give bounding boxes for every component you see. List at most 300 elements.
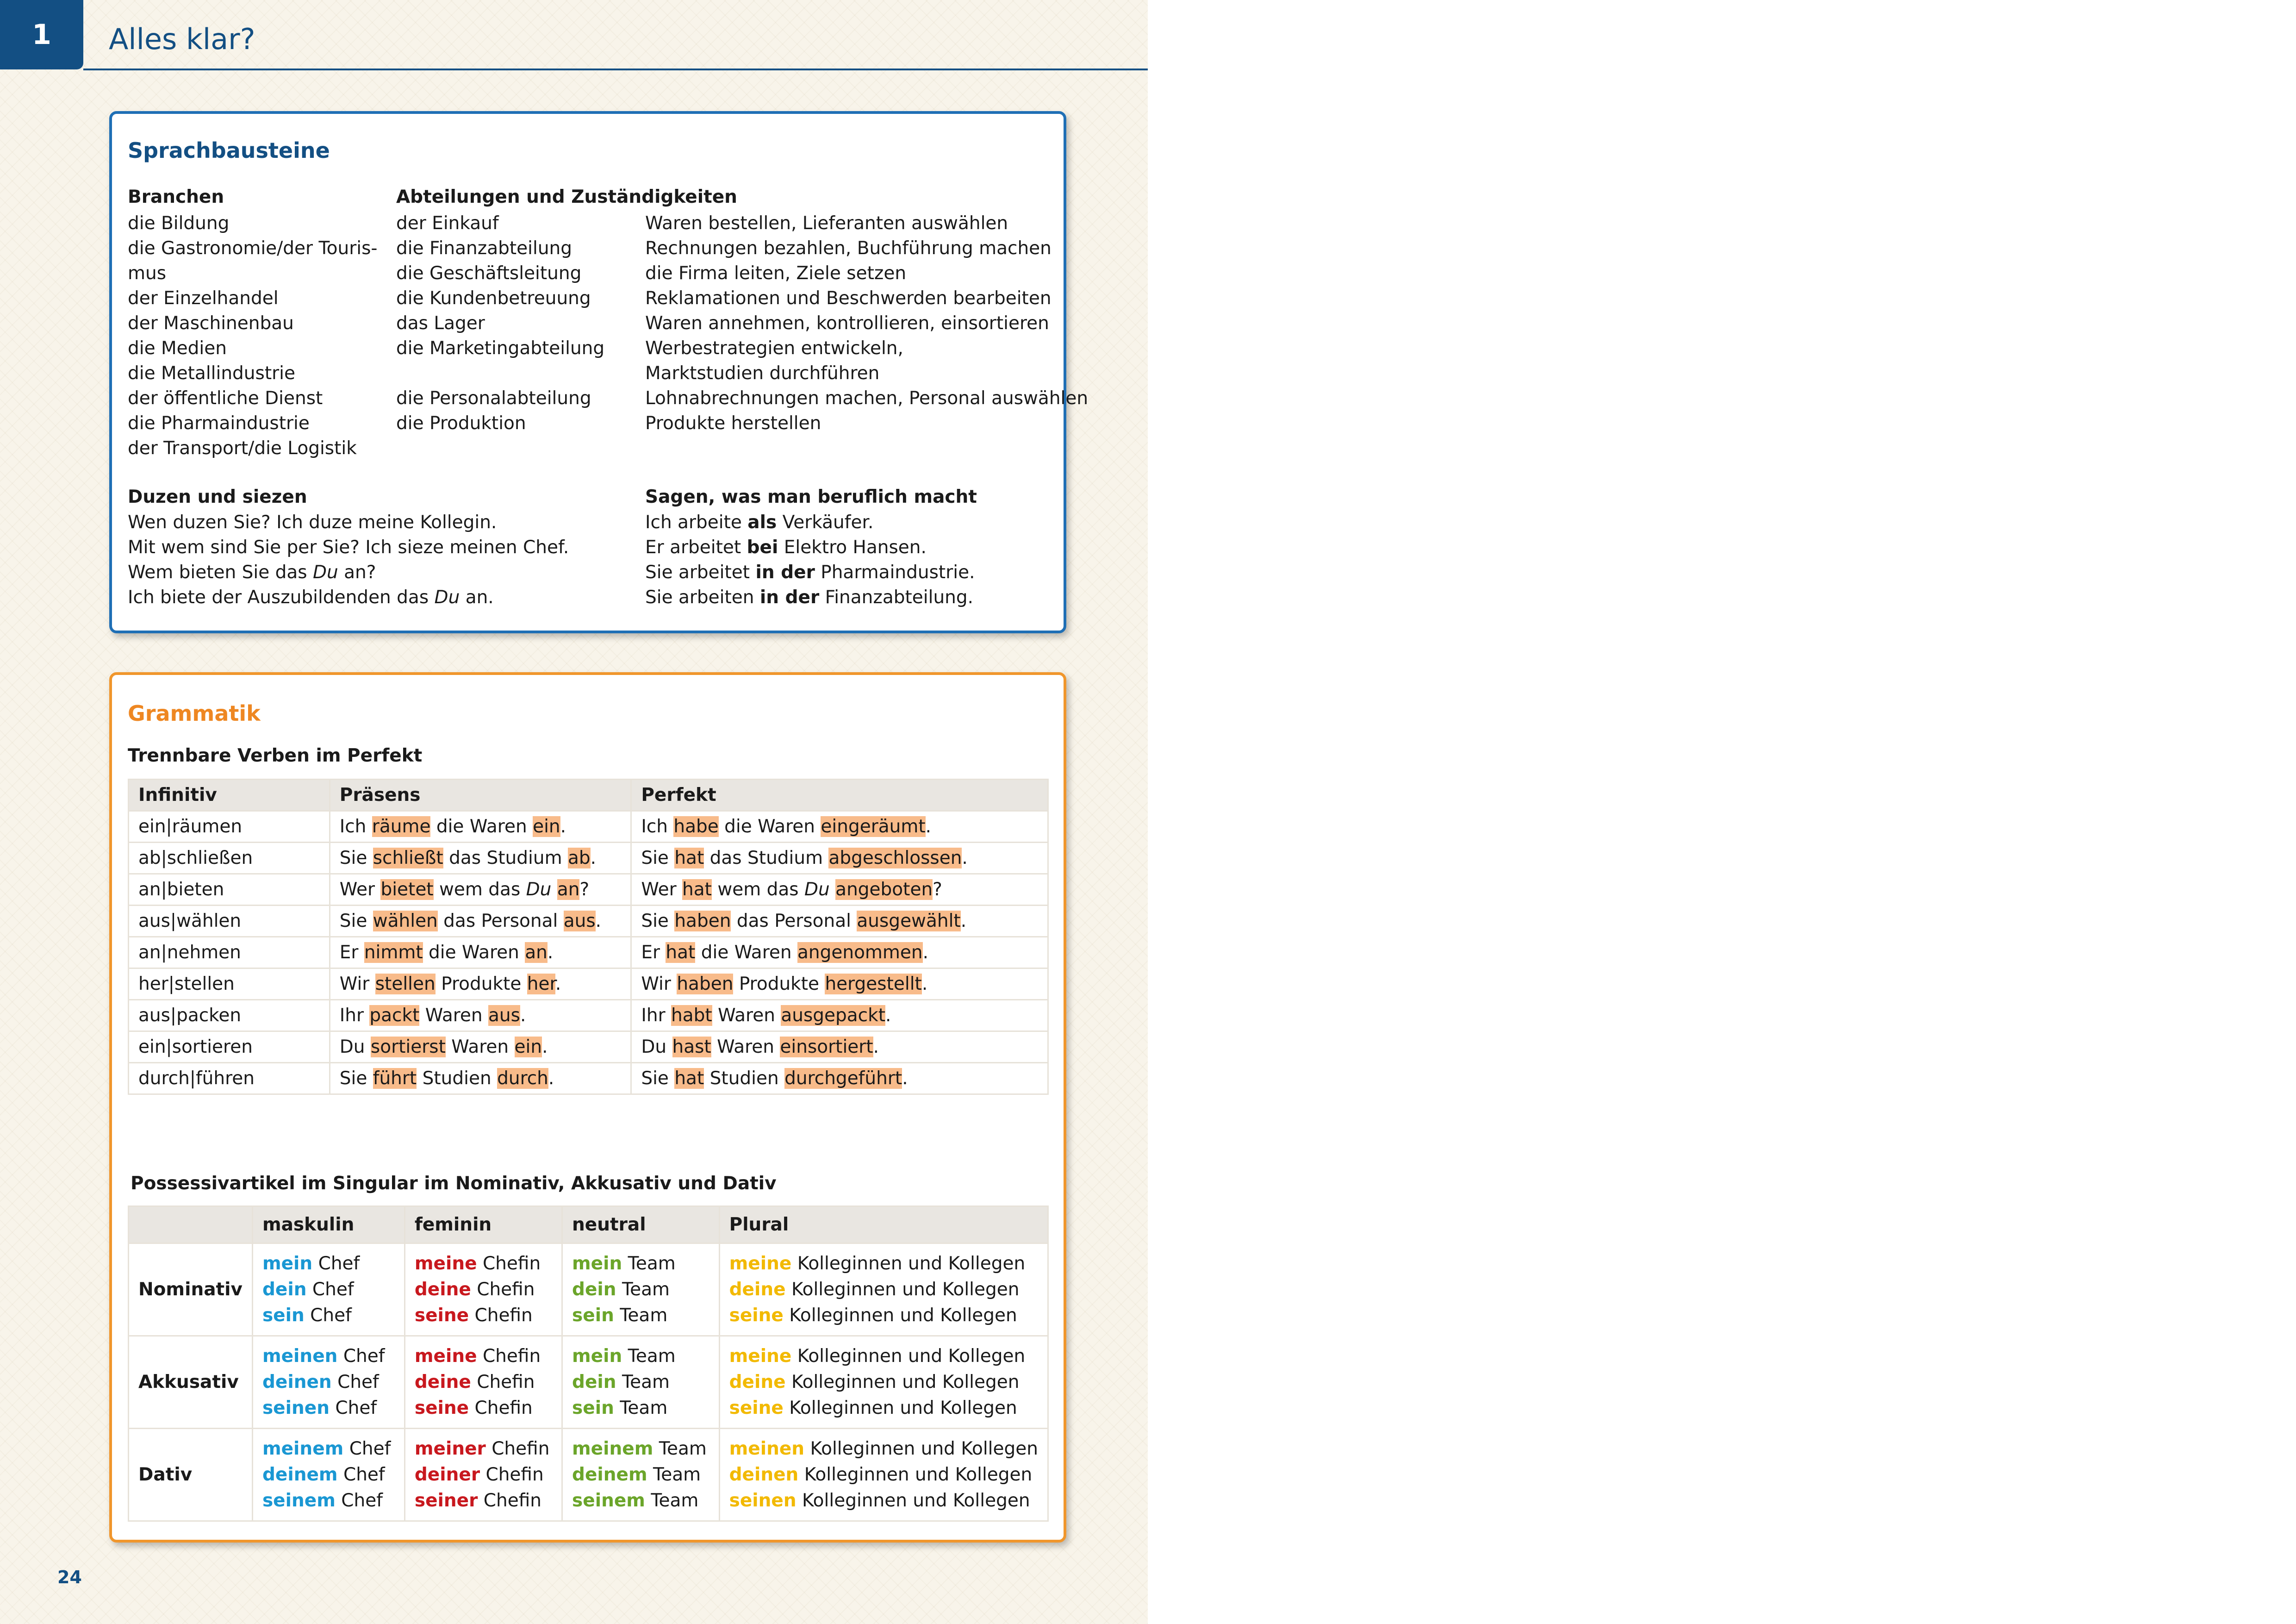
sentence-part: Wer: [339, 879, 381, 900]
sentence-part: Wir: [641, 974, 677, 994]
possessive-line: [262, 1395, 395, 1421]
beruf-line: Sie arbeitet in der Pharmaindustrie.: [645, 562, 975, 583]
praesens-cell: [330, 1031, 631, 1063]
possessive-cell: [252, 1336, 404, 1429]
duzen-heading: Duzen und siezen: [128, 487, 307, 507]
verb-part-highlight: an: [525, 942, 548, 963]
possessive-article: meinen: [262, 1345, 338, 1367]
verb-part-highlight: ein: [533, 816, 560, 837]
text-line: die Firma leiten, Ziele setzen: [645, 263, 907, 284]
sentence-part: .: [960, 911, 967, 931]
text-line: die Marketingabteilung: [396, 338, 605, 359]
noun: Team: [622, 1279, 670, 1300]
noun: Chefin: [483, 1490, 541, 1511]
page-number: 24: [57, 1567, 82, 1587]
sentence-part: wem das: [711, 879, 805, 900]
text-line: Lohnabrechnungen machen, Personal auswählen: [645, 388, 1089, 409]
praesens-cell: [330, 937, 631, 968]
possessive-article: meine: [414, 1253, 477, 1274]
infinitive-cell: ein|räumen: [129, 811, 330, 843]
sentence-part: die Waren: [423, 942, 525, 963]
table-row: [129, 1031, 1048, 1063]
possessive-article: dein: [572, 1279, 616, 1300]
noun: Team: [622, 1371, 670, 1393]
sentence-part: Du: [339, 1037, 371, 1057]
noun: Chefin: [474, 1305, 533, 1326]
column-header: [129, 1206, 253, 1243]
possessive-article: sein: [262, 1305, 305, 1326]
infinitive-cell: aus|packen: [129, 1000, 330, 1031]
noun: Kolleginnen und Kollegen: [810, 1438, 1038, 1459]
possessive-line: [572, 1462, 709, 1488]
possessive-article: deinem: [262, 1464, 338, 1485]
grammatik-title: Grammatik: [128, 701, 261, 726]
verb-part-highlight: aus: [563, 911, 596, 931]
table-row: [129, 1000, 1048, 1031]
possessive-article: sein: [572, 1305, 614, 1326]
noun: Chef: [337, 1371, 379, 1393]
text-line: die Pharmaindustrie: [128, 413, 310, 434]
possessive-article: seine: [729, 1305, 784, 1326]
possessive-article: seinem: [572, 1490, 645, 1511]
possessive-line: [262, 1462, 395, 1488]
table-row: [129, 811, 1048, 843]
sentence-part: .: [885, 1005, 891, 1026]
possessive-cell: [562, 1243, 720, 1336]
praesens-cell: [330, 1063, 631, 1094]
sentence-part: Wer: [641, 879, 683, 900]
text-line: der öffentliche Dienst: [128, 388, 323, 409]
case-label: Akkusativ: [129, 1336, 253, 1429]
possessive-line: [729, 1395, 1038, 1421]
sentence-part: Waren: [445, 1037, 515, 1057]
case-label: Nominativ: [129, 1243, 253, 1336]
text-line: Marktstudien durchführen: [645, 363, 880, 384]
verb-part-highlight: her: [527, 974, 555, 994]
verb-part-highlight: an: [557, 879, 580, 900]
sentence-part: Studien: [417, 1068, 498, 1089]
text-line: der Maschinenbau: [128, 313, 294, 334]
verb-part-highlight: hat: [666, 942, 696, 963]
verb-part-highlight: durch: [497, 1068, 548, 1089]
verb-part-highlight: hast: [672, 1037, 711, 1057]
noun: Chef: [312, 1279, 354, 1300]
sentence-part: .: [548, 1068, 554, 1089]
sentence-part: Produkte: [733, 974, 825, 994]
beruf-section: [645, 484, 977, 610]
infinitive-cell: ab|schließen: [129, 843, 330, 874]
possessive-article: meinem: [572, 1438, 653, 1459]
possessive-article: meiner: [414, 1438, 486, 1459]
noun: Kolleginnen und Kollegen: [789, 1305, 1017, 1326]
perfekt-cell: [631, 1000, 1048, 1031]
grammatik-box: [109, 672, 1066, 1543]
possessive-line: [572, 1251, 709, 1277]
possessive-article: seiner: [414, 1490, 478, 1511]
column-header: maskulin: [252, 1206, 404, 1243]
perfekt-cell: [631, 968, 1048, 1000]
chapter-title: Alles klar?: [109, 22, 255, 56]
possessive-article: meinem: [262, 1438, 344, 1459]
duzen-line: Wem bieten Sie das Du an?: [128, 562, 376, 583]
possessive-line: [415, 1369, 552, 1395]
duzen-line: Wen duzen Sie? Ich duze meine Kollegin.: [128, 512, 497, 533]
possessive-article: seinen: [729, 1490, 796, 1511]
possessive-line: [572, 1488, 709, 1514]
perfekt-cell: [631, 937, 1048, 968]
table-row: [129, 968, 1048, 1000]
possessive-line: [729, 1369, 1038, 1395]
sentence-part: Sie: [339, 911, 373, 931]
verb-part-highlight: packt: [369, 1005, 420, 1026]
table-row: [129, 874, 1048, 906]
possessive-article: deine: [729, 1279, 786, 1300]
sentence-part: Ihr: [641, 1005, 671, 1026]
possessive-article: sein: [572, 1397, 614, 1418]
possessive-line: [262, 1277, 395, 1303]
noun: Team: [653, 1464, 701, 1485]
possessive-cell: [719, 1336, 1048, 1429]
praesens-cell: [330, 811, 631, 843]
sentence-part: .: [962, 848, 968, 868]
possessive-line: [729, 1277, 1038, 1303]
sentence-part: die Waren: [718, 816, 821, 837]
noun: Team: [628, 1253, 676, 1274]
text-line: die Metallindustrie: [128, 363, 295, 384]
possessive-line: [572, 1369, 709, 1395]
possessive-line: [572, 1343, 709, 1369]
duzen-line: Ich biete der Auszubildenden das Du an.: [128, 587, 494, 608]
possessive-line: [415, 1251, 552, 1277]
possessive-article: deinem: [572, 1464, 647, 1485]
possessive-cell: [719, 1429, 1048, 1521]
verb-part-highlight: wählen: [373, 911, 438, 931]
sentence-part: Ich: [641, 816, 674, 837]
verb-part-highlight: schließt: [373, 848, 443, 868]
verb-part-highlight: ausgewählt: [857, 911, 961, 931]
sentence-part: Sie: [339, 848, 373, 868]
possessive-line: [262, 1343, 395, 1369]
sentence-part: Du: [641, 1037, 672, 1057]
noun: Chef: [343, 1345, 385, 1367]
infinitive-cell: durch|führen: [129, 1063, 330, 1094]
infinitive-cell: her|stellen: [129, 968, 330, 1000]
table-header-row: [129, 1206, 1048, 1243]
text-line: der Transport/die Logistik: [128, 438, 357, 459]
separable-verbs-table: [128, 779, 1049, 1095]
possessive-line: [729, 1462, 1038, 1488]
verb-part-highlight: bietet: [380, 879, 434, 900]
sentence-part: .: [922, 942, 929, 963]
verb-part-highlight: räume: [372, 816, 431, 837]
possessive-line: [262, 1303, 395, 1329]
sentence-part: Ich: [339, 816, 372, 837]
possessive-cell: [562, 1429, 720, 1521]
text-line: mus: [128, 263, 167, 284]
sentence-part: das Personal: [731, 911, 857, 931]
noun: Chefin: [492, 1438, 550, 1459]
possessive-line: [262, 1251, 395, 1277]
text-line: die Personalabteilung: [396, 388, 591, 409]
possessive-line: [572, 1436, 709, 1462]
praesens-cell: [330, 843, 631, 874]
zustaendigkeiten-column: [645, 211, 1088, 436]
noun: Kolleginnen und Kollegen: [804, 1464, 1033, 1485]
sentence-part: die Waren: [430, 816, 533, 837]
possessive-article: deinen: [729, 1464, 799, 1485]
text-line: Waren annehmen, kontrollieren, einsortieren: [645, 313, 1049, 334]
verbs-table-title: Trennbare Verben im Perfekt: [128, 745, 423, 766]
table-row: [129, 1063, 1048, 1094]
verb-part-highlight: habt: [671, 1005, 712, 1026]
possessive-article: deine: [414, 1279, 471, 1300]
table-header-row: [129, 780, 1048, 811]
text-line: die Kundenbetreuung: [396, 288, 591, 309]
column-header: feminin: [404, 1206, 562, 1243]
possessive-cell: [404, 1429, 562, 1521]
possessive-article: mein: [572, 1253, 622, 1274]
column-header: Plural: [719, 1206, 1048, 1243]
sentence-part: Waren: [712, 1005, 781, 1026]
noun: Chefin: [477, 1279, 535, 1300]
zustaendigkeiten-list: [645, 211, 1088, 436]
duzen-line: Mit wem sind Sie per Sie? Ich sieze meinen Chef.: [128, 537, 569, 558]
verb-part-highlight: hat: [674, 848, 704, 868]
possessive-article: seine: [414, 1305, 469, 1326]
sentence-part: Wir: [339, 974, 375, 994]
verb-part-highlight: sortierst: [370, 1037, 446, 1057]
sentence-part: .: [590, 848, 597, 868]
sentence-part: ?: [933, 879, 942, 900]
possessive-cell: [562, 1336, 720, 1429]
beruf-heading: Sagen, was man beruflich macht: [645, 487, 977, 507]
possessive-cell: [404, 1336, 562, 1429]
sprachbausteine-box: [109, 111, 1089, 633]
table-row: [129, 937, 1048, 968]
sentence-part: .: [921, 974, 928, 994]
infinitive-cell: aus|wählen: [129, 906, 330, 937]
text-line: Produkte herstellen: [645, 413, 821, 434]
verb-part-highlight: ab: [567, 848, 591, 868]
perfekt-cell: [631, 1031, 1048, 1063]
noun: Chefin: [477, 1371, 535, 1393]
sentence-part: Du: [804, 879, 830, 900]
noun: Chef: [343, 1464, 385, 1485]
possessive-article: deinen: [262, 1371, 332, 1393]
possessive-line: [262, 1488, 395, 1514]
noun: Kolleginnen und Kollegen: [797, 1253, 1026, 1274]
sentence-part: ?: [579, 879, 590, 900]
sentence-part: Sie: [641, 848, 675, 868]
possessive-line: [572, 1395, 709, 1421]
possessive-article: mein: [262, 1253, 313, 1274]
verb-part-highlight: durchgeführt: [784, 1068, 902, 1089]
possessive-line: [729, 1303, 1038, 1329]
possessive-line: [415, 1462, 552, 1488]
sentence-part: [830, 879, 835, 900]
possessive-article: deine: [729, 1371, 786, 1393]
verb-part-highlight: abgeschlossen: [828, 848, 962, 868]
sentence-part: .: [547, 942, 554, 963]
column-header: neutral: [562, 1206, 720, 1243]
noun: Chef: [349, 1438, 391, 1459]
possessive-line: [262, 1436, 395, 1462]
duzen-lines: [128, 510, 569, 610]
table-row: [129, 1243, 1048, 1336]
verb-part-highlight: hergestellt: [825, 974, 922, 994]
chapter-number-tab: 1: [0, 0, 83, 69]
verb-part-highlight: nimmt: [364, 942, 423, 963]
branchen-heading: Branchen: [128, 187, 224, 207]
verb-part-highlight: einsortiert: [780, 1037, 873, 1057]
noun: Chefin: [485, 1464, 544, 1485]
sentence-part: Er: [641, 942, 666, 963]
beruf-lines: [645, 510, 977, 610]
table-row: [129, 1429, 1048, 1521]
sentence-part: .: [902, 1068, 908, 1089]
noun: Kolleginnen und Kollegen: [791, 1371, 1020, 1393]
verb-part-highlight: hat: [674, 1068, 704, 1089]
duzen-section: [128, 484, 569, 610]
text-line: die Bildung: [128, 213, 230, 234]
possessive-line: [729, 1436, 1038, 1462]
possessive-article: meinen: [729, 1438, 805, 1459]
possessive-article: seine: [414, 1397, 469, 1418]
perfekt-cell: [631, 874, 1048, 906]
possessive-line: [415, 1343, 552, 1369]
sentence-part: .: [925, 816, 932, 837]
possessive-line: [729, 1343, 1038, 1369]
perfekt-cell: [631, 843, 1048, 874]
column-header: Präsens: [330, 780, 631, 811]
possessive-cell: [404, 1243, 562, 1336]
noun: Chefin: [482, 1253, 541, 1274]
verb-part-highlight: stellen: [375, 974, 436, 994]
sentence-part: .: [873, 1037, 879, 1057]
verb-part-highlight: angeboten: [835, 879, 933, 900]
possessive-article: seinen: [262, 1397, 330, 1418]
sentence-part: .: [595, 911, 602, 931]
possessive-line: [572, 1303, 709, 1329]
sentence-part: Ihr: [339, 1005, 370, 1026]
noun: Chef: [310, 1305, 352, 1326]
praesens-cell: [330, 968, 631, 1000]
verb-part-highlight: ein: [514, 1037, 542, 1057]
text-line: die Geschäftsleitung: [396, 263, 582, 284]
possessive-article: deine: [414, 1371, 471, 1393]
text-line: die Medien: [128, 338, 227, 359]
perfekt-cell: [631, 1063, 1048, 1094]
verb-part-highlight: angenommen: [797, 942, 923, 963]
noun: Kolleginnen und Kollegen: [789, 1397, 1017, 1418]
text-line: das Lager: [396, 313, 485, 334]
noun: Kolleginnen und Kollegen: [791, 1279, 1020, 1300]
branchen-list: [128, 211, 378, 461]
perfekt-cell: [631, 811, 1048, 843]
noun: Kolleginnen und Kollegen: [802, 1490, 1030, 1511]
table-row: [129, 843, 1048, 874]
possessive-article: seine: [729, 1397, 784, 1418]
possessive-cell: [719, 1243, 1048, 1336]
text-line: der Einzelhandel: [128, 288, 279, 309]
noun: Team: [659, 1438, 707, 1459]
praesens-cell: [330, 1000, 631, 1031]
possessive-article: meine: [729, 1345, 792, 1367]
sentence-part: Waren: [711, 1037, 780, 1057]
possessive-cell: [252, 1243, 404, 1336]
sentence-part: .: [560, 816, 566, 837]
case-label: Dativ: [129, 1429, 253, 1521]
possessive-article: seinem: [262, 1490, 336, 1511]
noun: Chefin: [482, 1345, 541, 1367]
text-line: Rechnungen bezahlen, Buchführung machen: [645, 238, 1052, 259]
sentence-part: wem das: [433, 879, 526, 900]
sentence-part: .: [542, 1037, 548, 1057]
text-line: Reklamationen und Beschwerden bearbeiten: [645, 288, 1052, 309]
sentence-part: Sie: [641, 1068, 675, 1089]
verb-part-highlight: eingeräumt: [821, 816, 926, 837]
possessive-article: mein: [572, 1345, 622, 1367]
verb-part-highlight: führt: [373, 1068, 417, 1089]
abteilungen-heading: Abteilungen und Zuständigkeiten: [396, 187, 737, 207]
sentence-part: Sie: [339, 1068, 373, 1089]
text-line: die Gastronomie/der Touris-: [128, 238, 378, 259]
possessive-article: meine: [729, 1253, 792, 1274]
possessive-table-title: Possessivartikel im Singular im Nominativ, Akkusativ und Dativ: [131, 1173, 777, 1194]
infinitive-cell: ein|sortieren: [129, 1031, 330, 1063]
possessive-article: meine: [414, 1345, 477, 1367]
perfekt-cell: [631, 906, 1048, 937]
possessive-line: [262, 1369, 395, 1395]
noun: Team: [628, 1345, 676, 1367]
beruf-line: Sie arbeiten in der Finanzabteilung.: [645, 587, 974, 608]
text-line: Waren bestellen, Lieferanten auswählen: [645, 213, 1008, 234]
possessive-line: [729, 1251, 1038, 1277]
praesens-cell: [330, 874, 631, 906]
verb-part-highlight: ausgepackt: [781, 1005, 885, 1026]
verb-part-highlight: habe: [673, 816, 719, 837]
sentence-part: Studien: [704, 1068, 785, 1089]
possessive-line: [729, 1488, 1038, 1514]
beruf-line: Er arbeitet bei Elektro Hansen.: [645, 537, 927, 558]
table-row: [129, 1336, 1048, 1429]
noun: Team: [651, 1490, 699, 1511]
praesens-cell: [330, 906, 631, 937]
infinitive-cell: an|bieten: [129, 874, 330, 906]
noun: Chef: [341, 1490, 383, 1511]
text-line: der Einkauf: [396, 213, 499, 234]
possessive-line: [415, 1395, 552, 1421]
verb-part-highlight: hat: [682, 879, 712, 900]
table-row: [129, 906, 1048, 937]
possessive-line: [415, 1303, 552, 1329]
possessive-article: dein: [262, 1279, 307, 1300]
possessive-article: deiner: [414, 1464, 480, 1485]
sentence-part: .: [555, 974, 561, 994]
text-line: die Finanzabteilung: [396, 238, 572, 259]
sentence-part: .: [520, 1005, 526, 1026]
possessive-line: [415, 1436, 552, 1462]
sentence-part: die Waren: [695, 942, 797, 963]
branchen-column: [128, 183, 378, 461]
sprachbausteine-title: Sprachbausteine: [128, 138, 330, 163]
possessive-line: [572, 1277, 709, 1303]
verb-part-highlight: aus: [488, 1005, 520, 1026]
sentence-part: [551, 879, 557, 900]
sentence-part: Du: [526, 879, 552, 900]
sentence-part: das Personal: [437, 911, 564, 931]
noun: Chefin: [474, 1397, 533, 1418]
